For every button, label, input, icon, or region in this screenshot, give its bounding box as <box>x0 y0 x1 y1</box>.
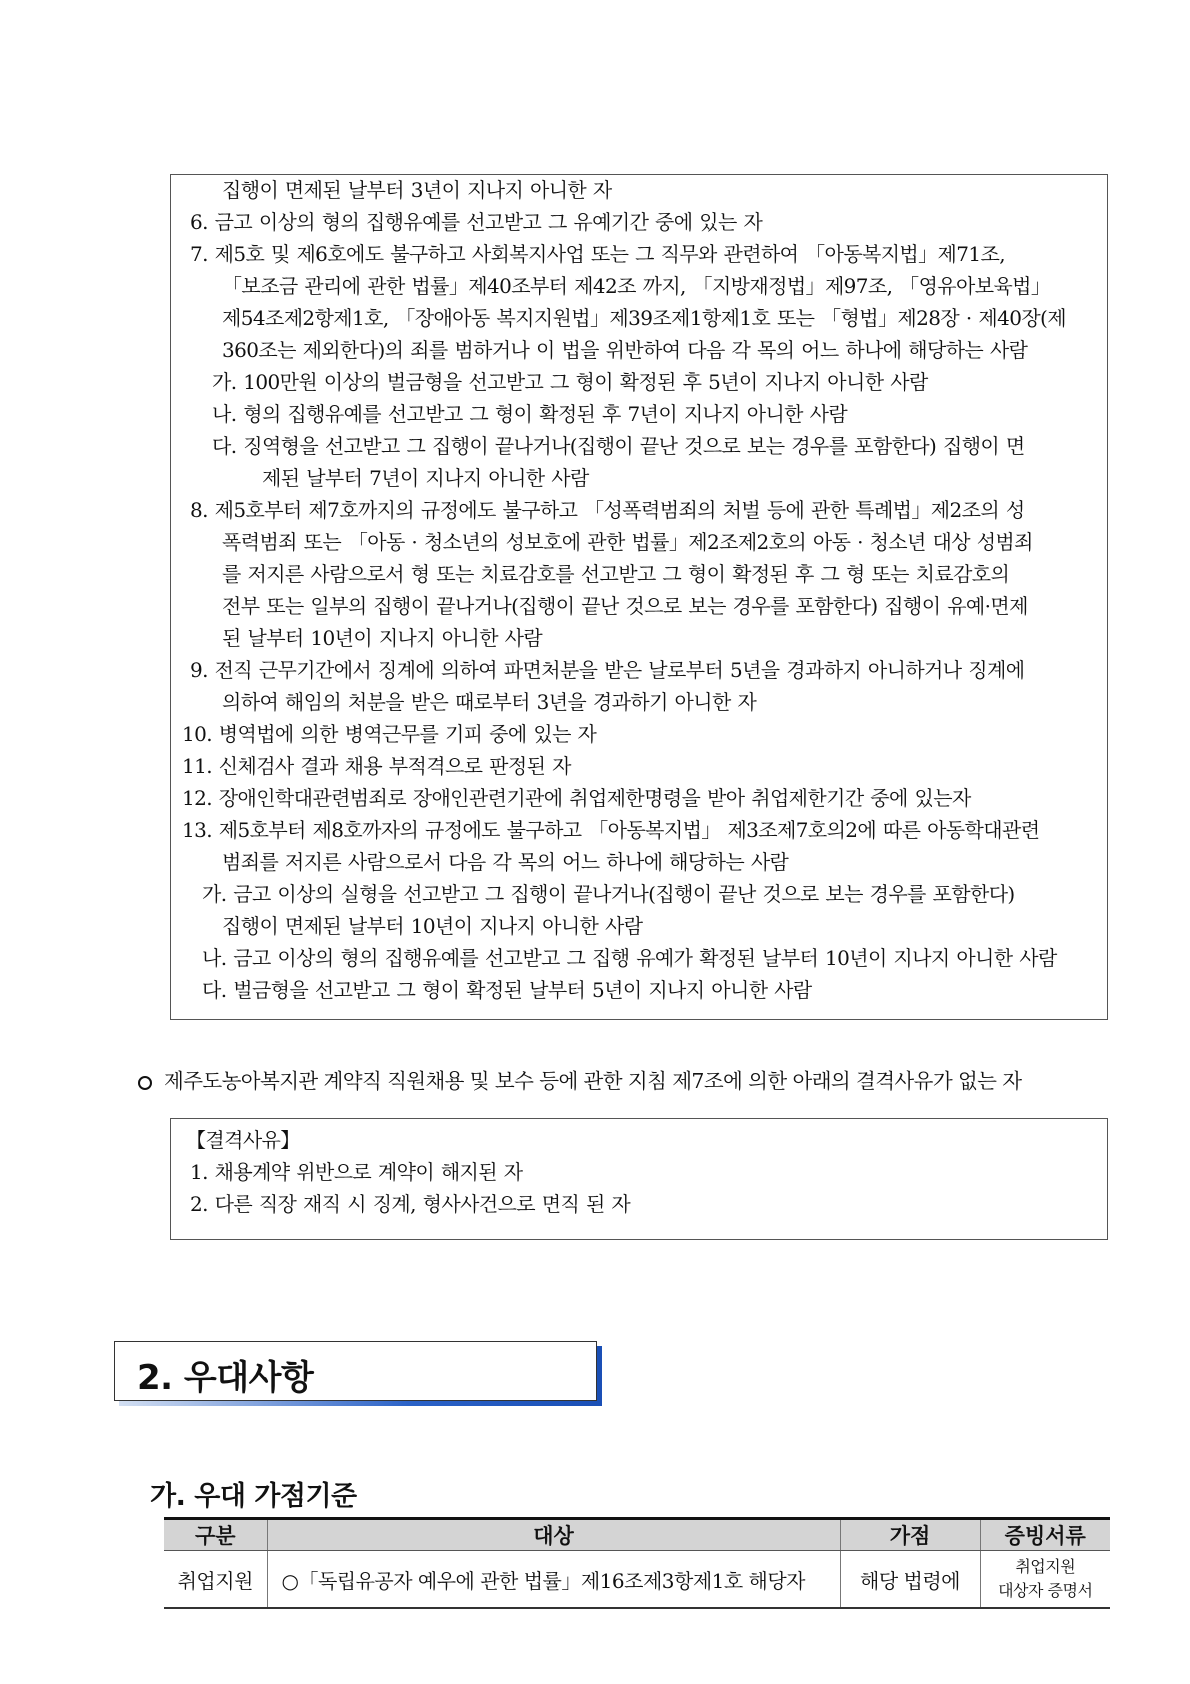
text-line: 10. 병역법에 의한 병역근무를 기피 중에 있는 자 <box>182 722 597 746</box>
reasons-title: 【결격사유】 <box>186 1128 300 1152</box>
cell-category: 취업지원 <box>164 1551 267 1609</box>
section-title: 2. 우대사항 <box>137 1358 314 1398</box>
section-heading <box>114 1341 602 1407</box>
bonus-points-table <box>164 1517 1110 1609</box>
header-documents: 증빙서류 <box>980 1519 1110 1551</box>
cell-documents <box>980 1551 1110 1609</box>
section-heading-box <box>114 1341 597 1401</box>
text-line: 집행이 면제된 날부터 10년이 지나지 아니한 사람 <box>222 914 643 938</box>
cell-documents-line2: 대상자 증명서 <box>998 1581 1093 1600</box>
text-line: 제54조제2항제1호, 「장애아동 복지지원법」제39조제1항제1호 또는 「형법」제28장 · 제40장(제 <box>222 306 1066 330</box>
header-category: 구분 <box>164 1519 267 1551</box>
text-line: 나. 금고 이상의 형의 집행유예를 선고받고 그 집행 유예가 확정된 날부터 10년이 지나지 아니한 사람 <box>202 946 1057 970</box>
header-target: 대상 <box>267 1519 840 1551</box>
table-header-row <box>164 1519 1110 1551</box>
text-line: 360조는 제외한다)의 죄를 범하거나 이 법을 위반하여 다음 각 목의 어느 하나에 해당하는 사람 <box>222 338 1028 362</box>
subsection-title: 가. 우대 가점기준 <box>150 1481 357 1512</box>
text-line: 13. 제5호부터 제8호까자의 규정에도 불구하고 「아동복지법」 제3조제7호의2에 따른 아동학대관련 <box>182 818 1040 842</box>
text-line: 된 날부터 10년이 지나지 아니한 사람 <box>222 626 543 650</box>
text-line: 12. 장애인학대관련범죄로 장애인관련기관에 취업제한명령을 받아 취업제한기간 중에 있는자 <box>182 786 971 810</box>
reason-item: 1. 채용계약 위반으로 계약이 해지된 자 <box>190 1160 523 1184</box>
text-line: 전부 또는 일부의 집행이 끝나거나(집행이 끝난 것으로 보는 경우를 포함한다) 집행이 유예·면제 <box>222 594 1028 618</box>
header-points: 가점 <box>840 1519 980 1551</box>
text-line: 나. 형의 집행유예를 선고받고 그 형이 확정된 후 7년이 지나지 아니한 사람 <box>212 402 848 426</box>
text-line: 가. 금고 이상의 실형을 선고받고 그 집행이 끝나거나(집행이 끝난 것으로 보는 경우를 포함한다) <box>202 882 1015 906</box>
table-row <box>164 1551 1110 1609</box>
text-line: 11. 신체검사 결과 채용 부적격으로 판정된 자 <box>182 754 571 778</box>
text-line: 다. 징역형을 선고받고 그 집행이 끝나거나(집행이 끝난 것으로 보는 경우를 포함한다) 집행이 면 <box>212 434 1025 458</box>
text-line: 의하여 해임의 처분을 받은 때로부터 3년을 경과하기 아니한 자 <box>222 690 757 714</box>
text-line: 가. 100만원 이상의 벌금형을 선고받고 그 형이 확정된 후 5년이 지나지 아니한 사람 <box>212 370 928 394</box>
bullet-item <box>138 1065 1021 1097</box>
circle-bullet-icon <box>138 1076 152 1090</box>
text-line: 폭력범죄 또는 「아동 · 청소년의 성보호에 관한 법률」제2조제2호의 아동 · 청소년 대상 성범죄 <box>222 530 1033 554</box>
text-line: 범죄를 저지른 사람으로서 다음 각 목의 어느 하나에 해당하는 사람 <box>222 850 789 874</box>
text-line: 7. 제5호 및 제6호에도 불구하고 사회복지사업 또는 그 직무와 관련하여 「아동복지법」제71조, <box>190 242 1005 266</box>
cell-documents-line1: 취업지원 <box>1015 1557 1076 1576</box>
cell-points: 해당 법령에 <box>840 1551 980 1609</box>
cell-target: ○「독립유공자 예우에 관한 법률」제16조제3항제1호 해당자 <box>267 1551 840 1609</box>
bullet-text: 제주도농아복지관 계약직 직원채용 및 보수 등에 관한 지침 제7조에 의한 아래의 결격사유가 없는 자 <box>164 1069 1022 1093</box>
text-line: 6. 금고 이상의 형의 집행유예를 선고받고 그 유예기간 중에 있는 자 <box>190 210 763 234</box>
text-line: 제된 날부터 7년이 지나지 아니한 사람 <box>262 466 589 490</box>
text-line: 를 저지른 사람으로서 형 또는 치료감호를 선고받고 그 형이 확정된 후 그 형 또는 치료감호의 <box>222 562 1010 586</box>
text-line: 9. 전직 근무기간에서 징계에 의하여 파면처분을 받은 날로부터 5년을 경과하지 아니하거나 징계에 <box>190 658 1025 682</box>
text-line: 8. 제5호부터 제7호까지의 규정에도 불구하고 「성폭력범죄의 처벌 등에 관한 특례법」제2조의 성 <box>190 498 1025 522</box>
text-line: 집행이 면제된 날부터 3년이 지나지 아니한 자 <box>222 178 612 202</box>
reason-item: 2. 다른 직장 재직 시 징계, 형사사건으로 면직 된 자 <box>190 1192 631 1216</box>
text-line: 「보조금 관리에 관한 법률」제40조부터 제42조 까지, 「지방재정법」제97조, 「영유아보육법」 <box>222 274 1051 298</box>
text-line: 다. 벌금형을 선고받고 그 형이 확정된 날부터 5년이 지나지 아니한 사람 <box>202 978 812 1002</box>
